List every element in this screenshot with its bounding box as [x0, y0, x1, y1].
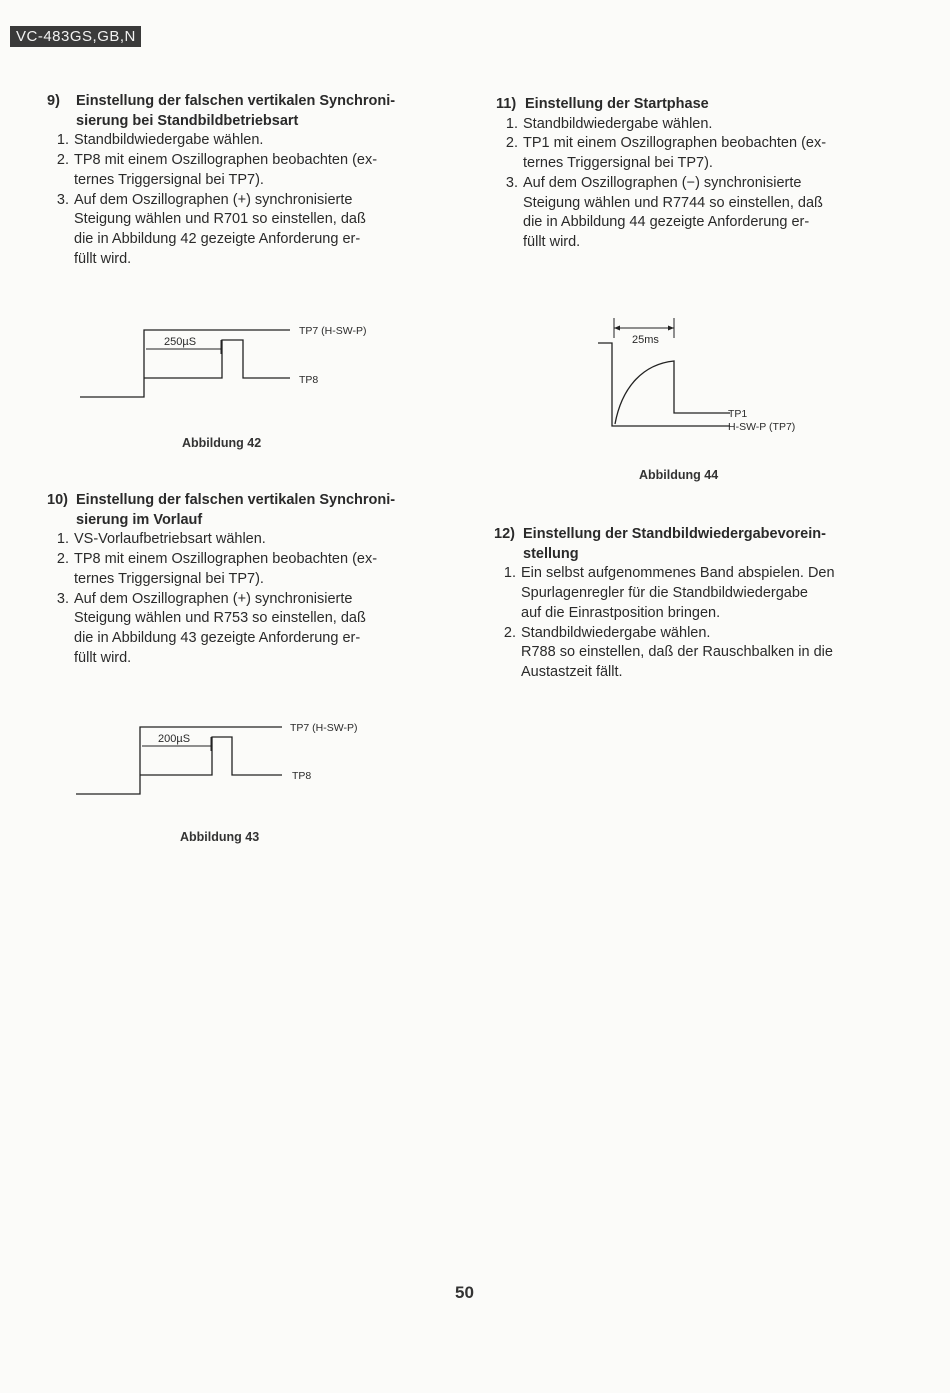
step-item: 2. TP8 mit einem Oszillographen beobachten (ex- ternes Triggersignal bei TP7). — [56, 152, 378, 188]
section-title: Einstellung der falschen vertikalen Synchroni- sierung bei Standbildbetriebsart — [76, 93, 396, 129]
step-item: 2. TP1 mit einem Oszillographen beobachten (ex- ternes Triggersignal bei TP7). — [505, 135, 827, 172]
trace-label-top: TP1 — [728, 408, 748, 420]
step-note: R788 so einstellen, daß der Rauschbalken in die Austastzeit fällt. — [521, 644, 833, 680]
section-12 — [494, 525, 894, 683]
trace-label-top: TP7 (H-SW-P) — [290, 722, 358, 734]
section-heading — [47, 491, 447, 530]
section-title: Einstellung der Standbildwiedergabevorein- stellung — [523, 526, 826, 562]
step-item: 1. Ein selbst aufgenommenes Band abspielen. Den Spurlagenregler für die Standbildwiedergabe auf die Einrastposition bringen. — [503, 565, 835, 621]
page-number: 50 — [455, 1283, 474, 1302]
section-number: 12) — [494, 526, 515, 542]
section-9 — [47, 92, 447, 269]
waveform-diagram-44 — [598, 316, 838, 436]
figure-43 — [76, 717, 396, 797]
model-tag: VC-483GS,GB,N — [10, 26, 141, 47]
time-label: 25ms — [632, 334, 659, 346]
step-item: 3. Auf dem Oszillographen (−) synchronisierte Steigung wählen und R7744 so einstellen, daß die in Abbildung 44 gezeigte Anforderung er- füllt wird. — [505, 174, 823, 250]
trace-label-top: TP7 (H-SW-P) — [299, 325, 367, 337]
time-label: 200µS — [158, 733, 191, 745]
section-number: 9) — [47, 93, 60, 109]
section-title: Einstellung der Startphase — [525, 96, 709, 112]
trace-label-bottom: TP8 — [292, 770, 312, 782]
section-heading — [494, 525, 894, 564]
time-label: 250µS — [164, 336, 197, 348]
section-number: 10) — [47, 492, 68, 508]
step-item: 3. Auf dem Oszillographen (+) synchronisierte Steigung wählen und R753 so einstellen, daß die in Abbildung 43 gezeigte Anforderung er- füllt wird. — [56, 590, 366, 666]
section-number: 11) — [496, 96, 517, 112]
waveform-diagram-43 — [76, 717, 396, 797]
step-item: 2. TP8 mit einem Oszillographen beobachten (ex- ternes Triggersignal bei TP7). — [56, 551, 378, 587]
section-heading — [496, 95, 896, 115]
figure-caption: Abbildung 44 — [639, 468, 719, 482]
figure-caption: Abbildung 43 — [180, 830, 260, 844]
figure-42 — [80, 320, 400, 400]
step-item: 2. Standbildwiedergabe wählen. — [503, 624, 711, 641]
figure-44 — [598, 316, 838, 436]
figure-caption: Abbildung 42 — [182, 436, 262, 450]
section-10 — [47, 491, 447, 668]
trace-label-bottom: H-SW-P (TP7) — [728, 421, 796, 433]
section-11 — [496, 95, 896, 253]
step-item: 1. VS-Vorlaufbetriebsart wählen. — [56, 531, 266, 548]
trace-label-bottom: TP8 — [299, 374, 319, 386]
step-item: 1. Standbildwiedergabe wählen. — [56, 132, 264, 149]
step-item: 1. Standbildwiedergabe wählen. — [505, 115, 713, 132]
section-title: Einstellung der falschen vertikalen Synchroni- sierung im Vorlauf — [76, 492, 396, 528]
section-heading — [47, 92, 447, 131]
step-item: 3. Auf dem Oszillographen (+) synchronisierte Steigung wählen und R701 so einstellen, daß die in Abbildung 42 gezeigte Anforderung er- füllt wird. — [56, 191, 366, 267]
waveform-diagram-42 — [80, 320, 400, 400]
